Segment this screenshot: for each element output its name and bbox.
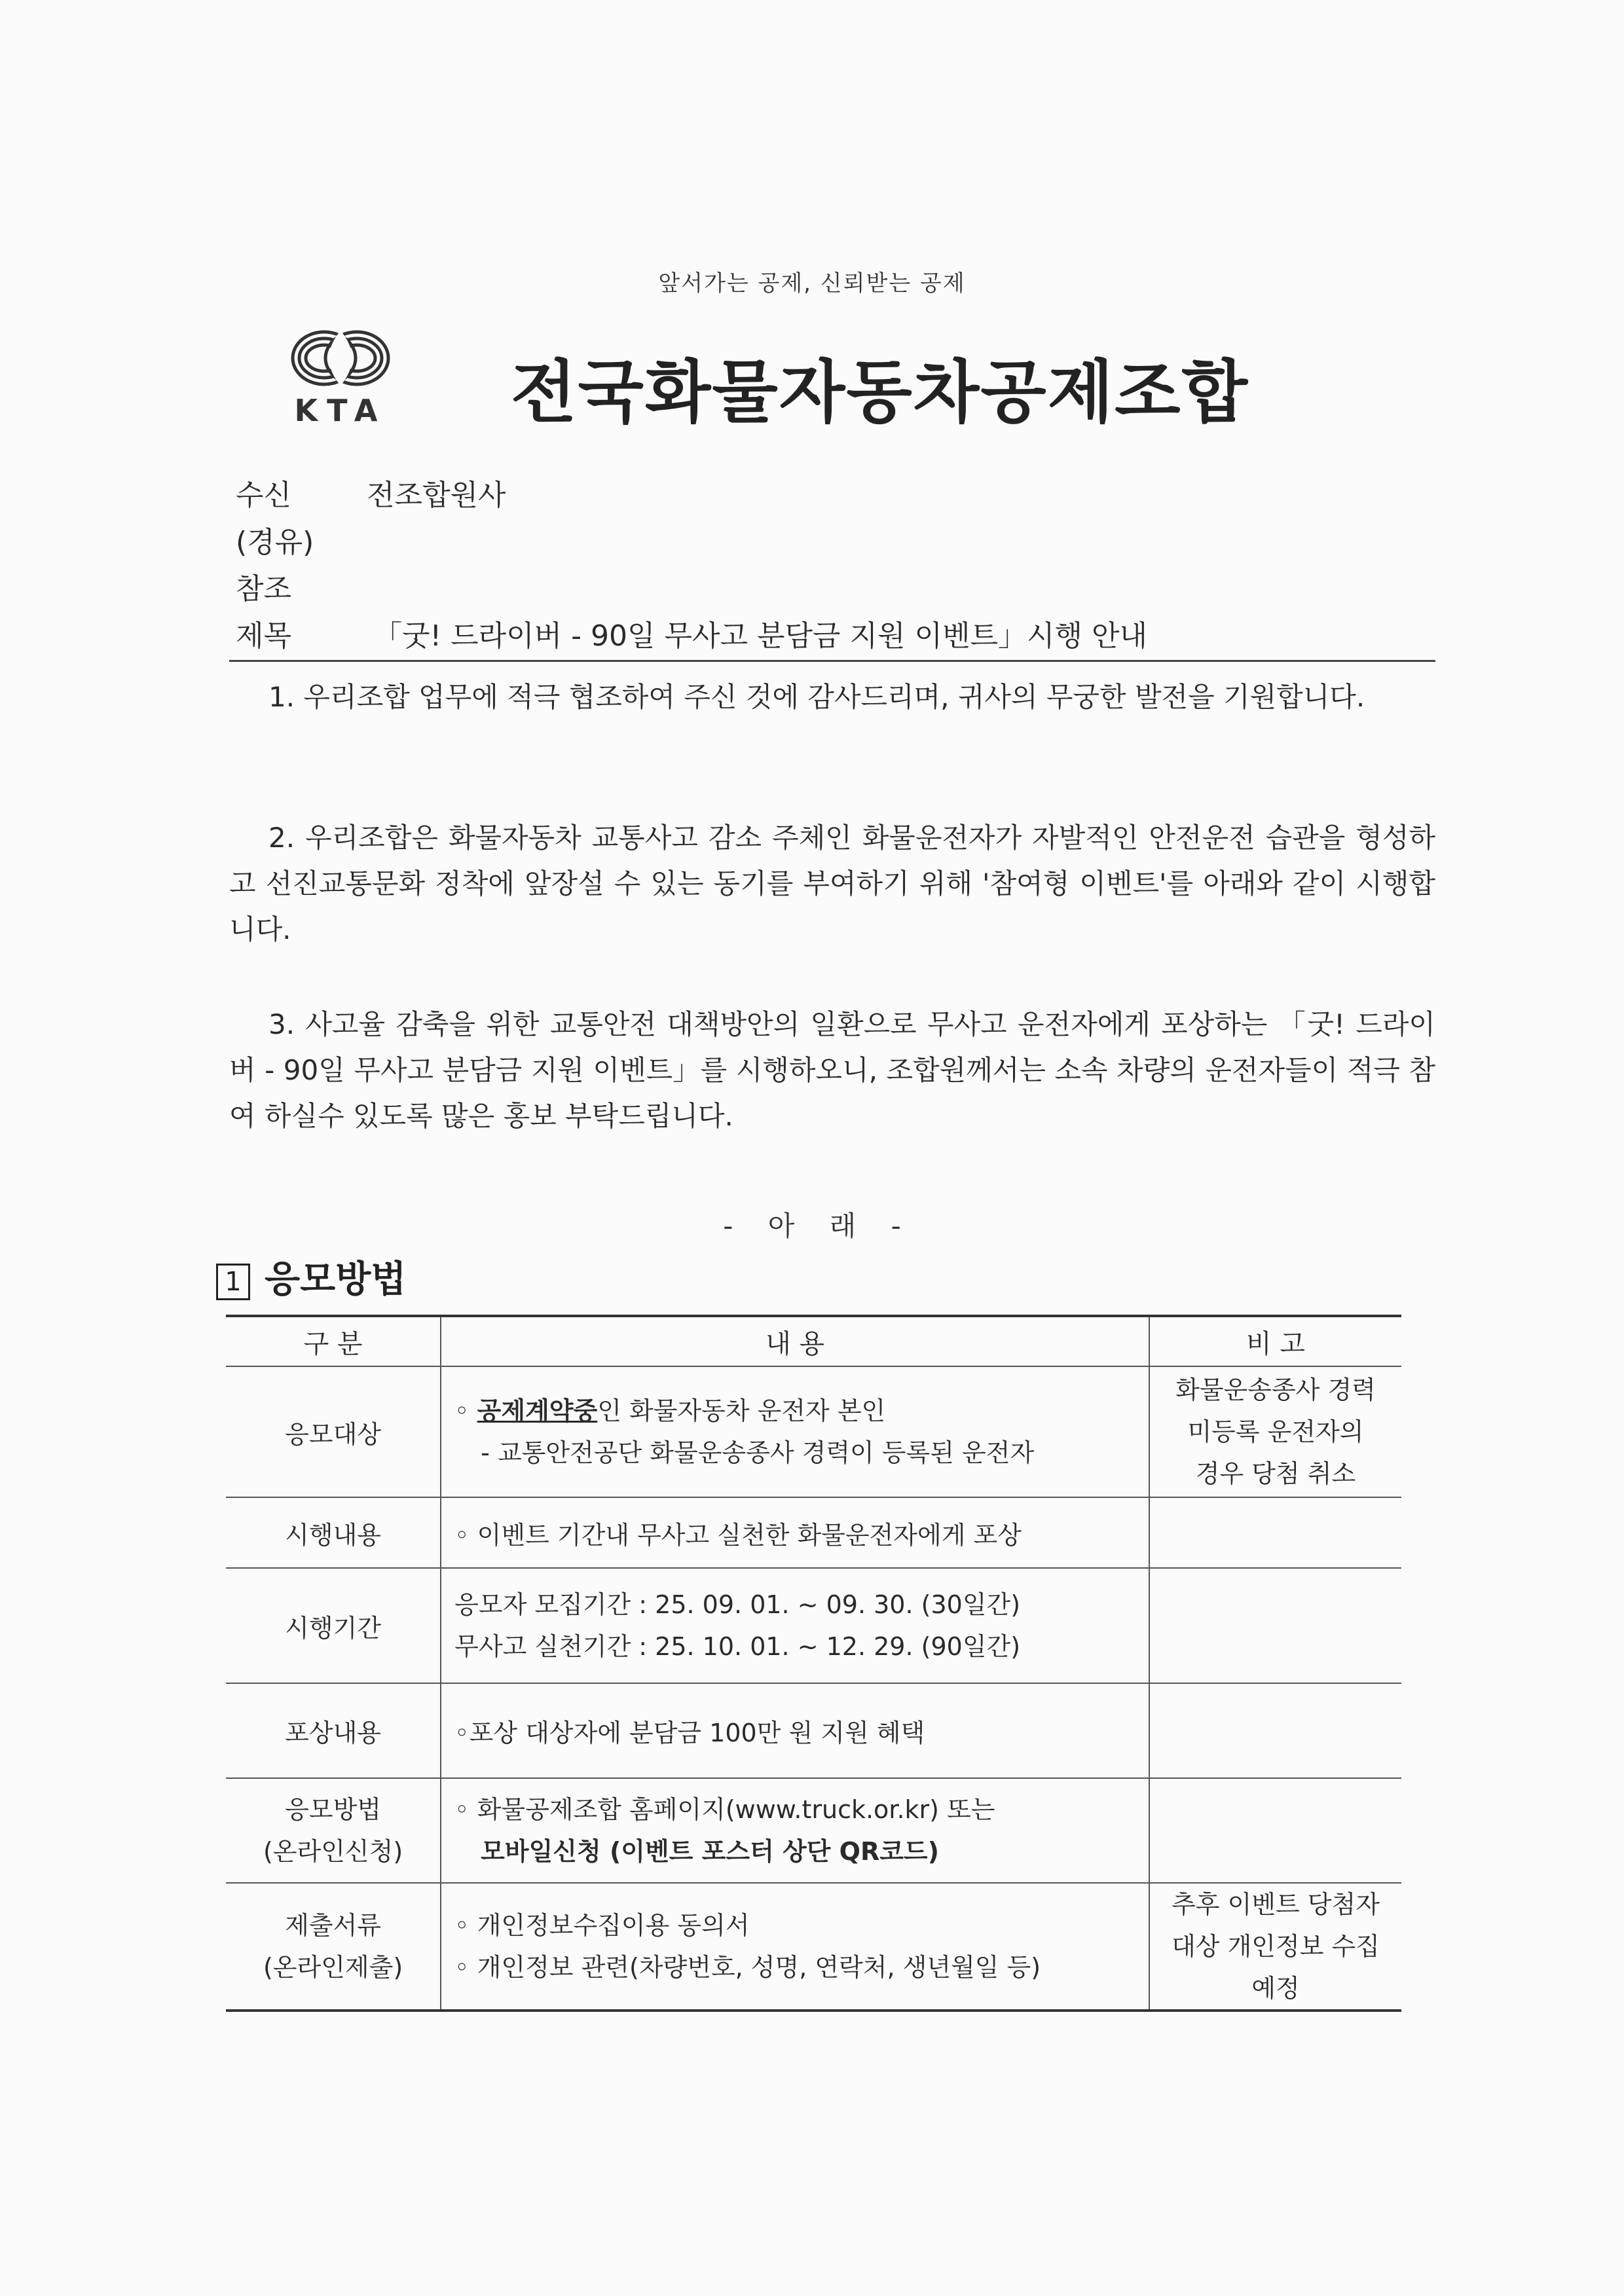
table-row	[226, 1883, 1401, 2011]
row-content: ◦ 개인정보수집이용 동의서 ◦ 개인정보 관련(차량번호, 성명, 연락처, 생년월일 등)	[441, 1883, 1149, 2011]
row-label: 시행기간	[226, 1568, 441, 1683]
table-header-row	[226, 1316, 1401, 1366]
row-content: 응모자 모집기간 : 25. 09. 01. ~ 09. 30. (30일간) 무사고 실천기간 : 25. 10. 01. ~ 12. 29. (90일간)	[441, 1568, 1149, 1683]
via-label: (경유)	[236, 526, 314, 559]
row-remarks	[1149, 1568, 1401, 1683]
section-title-text: 응모방법	[265, 1258, 407, 1301]
paragraph-1: 1. 우리조합 업무에 적극 협조하여 주신 것에 감사드리며, 귀사의 무궁한 발전을 기원합니다.	[268, 681, 1365, 713]
table-row	[226, 1778, 1401, 1883]
header-content: 내 용	[441, 1316, 1149, 1366]
row-remarks	[1149, 1497, 1401, 1568]
row-label: 포상내용	[226, 1683, 441, 1778]
row-content: ◦ 화물공제조합 홈페이지(www.truck.or.kr) 또는 모바일신청 (이벤트 포스터 상단 QR코드)	[441, 1778, 1149, 1883]
row-remarks: 추후 이벤트 당첨자 대상 개인정보 수집 예정	[1149, 1883, 1401, 2011]
below-marker: - 아 래 -	[723, 1210, 901, 1242]
application-method-table	[226, 1315, 1401, 2012]
subject-label: 제목	[236, 619, 292, 653]
paragraph-2: 2. 우리조합은 화물자동차 교통사고 감소 주체인 화물운전자가 자발적인 안전운전 습관을 형성하고 선진교통문화 정착에 앞장설 수 있는 동기를 부여하기 위해 '참여형 이벤트'를 아래와 같이 시행합니다.	[229, 822, 1435, 945]
recipient-label: 수신	[236, 479, 292, 512]
subject-value: 「굿! 드라이버 - 90일 무사고 분담금 지원 이벤트」시행 안내	[373, 619, 1147, 653]
section-number: 1	[216, 1264, 250, 1300]
recipient-value: 전조합원사	[367, 479, 506, 512]
header-remarks: 비 고	[1149, 1316, 1401, 1366]
table-row	[226, 1683, 1401, 1778]
row-label: 시행내용	[226, 1497, 441, 1568]
row-content: ◦ 공제계약중인 화물자동차 운전자 본인 - 교통안전공단 화물운송종사 경력이 등록된 운전자	[441, 1366, 1149, 1497]
table-row	[226, 1366, 1401, 1497]
table-row	[226, 1568, 1401, 1683]
row-remarks	[1149, 1683, 1401, 1778]
org-motto: 앞서가는 공제, 신뢰받는 공제	[658, 270, 966, 297]
row-label: 응모방법 (온라인신청)	[226, 1778, 441, 1883]
organization-name: 전국화물자동차공제조합	[511, 352, 1249, 432]
header-divider	[229, 660, 1435, 662]
section-title	[216, 1250, 406, 1303]
row-remarks	[1149, 1778, 1401, 1883]
logo-text: KTA	[294, 393, 387, 428]
row-remarks: 화물운송종사 경력 미등록 운전자의 경우 당첨 취소	[1149, 1366, 1401, 1497]
row-label: 제출서류 (온라인제출)	[226, 1883, 441, 2011]
reference-label: 참조	[236, 572, 292, 606]
paragraph-3: 3. 사고율 감축을 위한 교통안전 대책방안의 일환으로 무사고 운전자에게 포상하는 「굿! 드라이버 - 90일 무사고 분담금 지원 이벤트」를 시행하오니, 조합원께서는 소속 차량의 운전자들이 적극 참여 하실수 있도록 많은 홍보 부탁드립니다.	[229, 1008, 1435, 1132]
table-row	[226, 1497, 1401, 1568]
emphasis-text: 공제계약중	[477, 1396, 598, 1425]
row-content: ◦ 이벤트 기간내 무사고 실천한 화물운전자에게 포상	[441, 1497, 1149, 1568]
row-content: ◦포상 대상자에 분담금 100만 원 지원 혜택	[441, 1683, 1149, 1778]
header-category: 구 분	[226, 1316, 441, 1366]
row-label: 응모대상	[226, 1366, 441, 1497]
